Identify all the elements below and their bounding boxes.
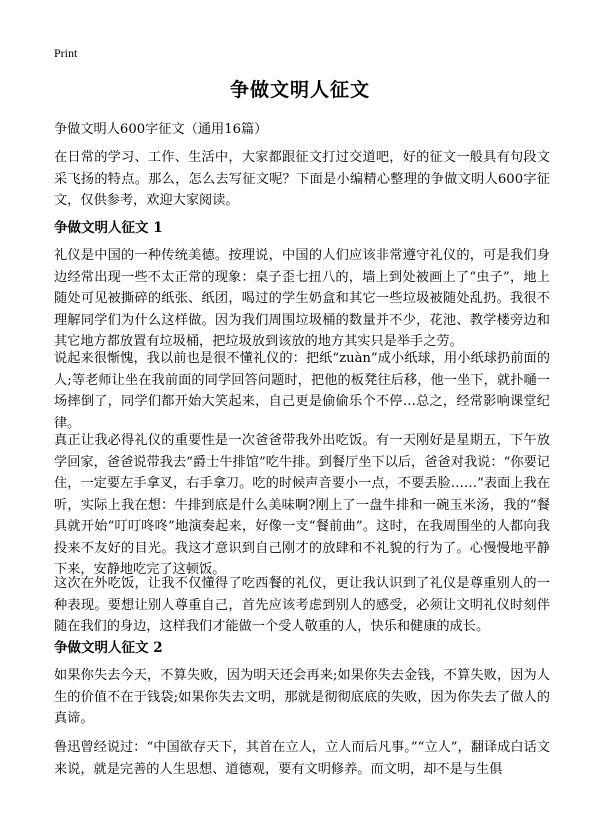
- subtitle: 争做文明人600字征文（通用16篇）: [54, 122, 268, 137]
- section-1-paragraph-2: 说起来很惭愧，我以前也是很不懂礼仪的：把纸“zuàn”成小纸球，用小纸球扔前面的人;等老师让坐在我前面的同学回答问题时，把他的板凳往后移，他一坐下，就扑嗵一场摔倒了，同学们都开始大笑起来，自己更是偷偷乐个不停…总之，经常影响课堂纪律。: [54, 351, 550, 431]
- section-2-paragraph-1: 如果你失去今天，不算失败，因为明天还会再来;如果你失去金钱，不算失败，因为人生的价值不在于钱袋;如果你失去文明，那就是彻彻底底的失败，因为你失去了做人的真谛。: [54, 668, 550, 726]
- section-1-paragraph-1: 礼仪是中国的一种传统美德。按理说，中国的人们应该非常遵守礼仪的，可是我们身边经常出现一些不太正常的现象：桌子歪七扭八的，墙上到处被画上了“虫子”，地上随处可见被撕碎的纸张、纸团，喝过的学生奶盒和其它一些垃圾被随处乱扔。我很不理解同学们为什么这样做。因为我们周围垃圾桶的数量并不少，花池、教学楼旁边和其它地方都放置有垃圾桶，把垃圾放到该放的地方其实只是举手之劳。: [54, 248, 550, 349]
- page-title: 争做文明人征文: [229, 79, 370, 101]
- section-2-paragraph-2: 鲁迅曾经说过：“中国欲存天下，其首在立人，立人而后凡事。”“立人”，翻译成白话文来说，就是完善的人生思想、道德观，要有文明修养。而文明，却不是与生俱: [54, 740, 550, 777]
- section-1-paragraph-3: 真正让我必得礼仪的重要性是一次爸爸带我外出吃饭。有一天刚好是星期五，下午放学回家，爸爸说带我去“爵士牛排馆”吃牛排。到餐厅坐下以后，爸爸对我说：“你要记住，一定要左手拿叉，右手拿刀。吃的时候声音要小一点，不要丢脸……”表面上我在听，实际上我在想：牛排到底是什么美味啊?刚上了一盘牛排和一碗玉米汤，我的“餐具就开始“叮叮咚咚”地演奏起来，好像一支“餐前曲”。这时，在我周围坐的人都向我投来不友好的目光。我这才意识到自己刚才的放肆和不礼貌的行为了。心慢慢地平静下来，安静地吃完了这顿饭。: [54, 433, 550, 577]
- print-label[interactable]: Print: [54, 46, 78, 60]
- section-heading-2: 争做文明人征文 2: [54, 640, 163, 656]
- section-heading-1: 争做文明人征文 1: [54, 220, 163, 236]
- intro-paragraph: 在日常的学习、工作、生活中，大家都跟征文打过交道吧，好的征文一般具有句段文采飞扬的特点。那么，怎么去写征文呢？下面是小编精心整理的争做文明人600字征文，仅供参考，欢迎大家阅读。: [54, 150, 550, 208]
- section-1-paragraph-4: 这次在外吃饭，让我不仅懂得了吃西餐的礼仪，更让我认识到了礼仪是尊重别人的一种表现。要想让别人尊重自己，首先应该考虑到别人的感受，必须让文明礼仪时刻伴随在我们的身边，这样我们才能做一个受人敬重的人，快乐和健康的成长。: [54, 576, 550, 634]
